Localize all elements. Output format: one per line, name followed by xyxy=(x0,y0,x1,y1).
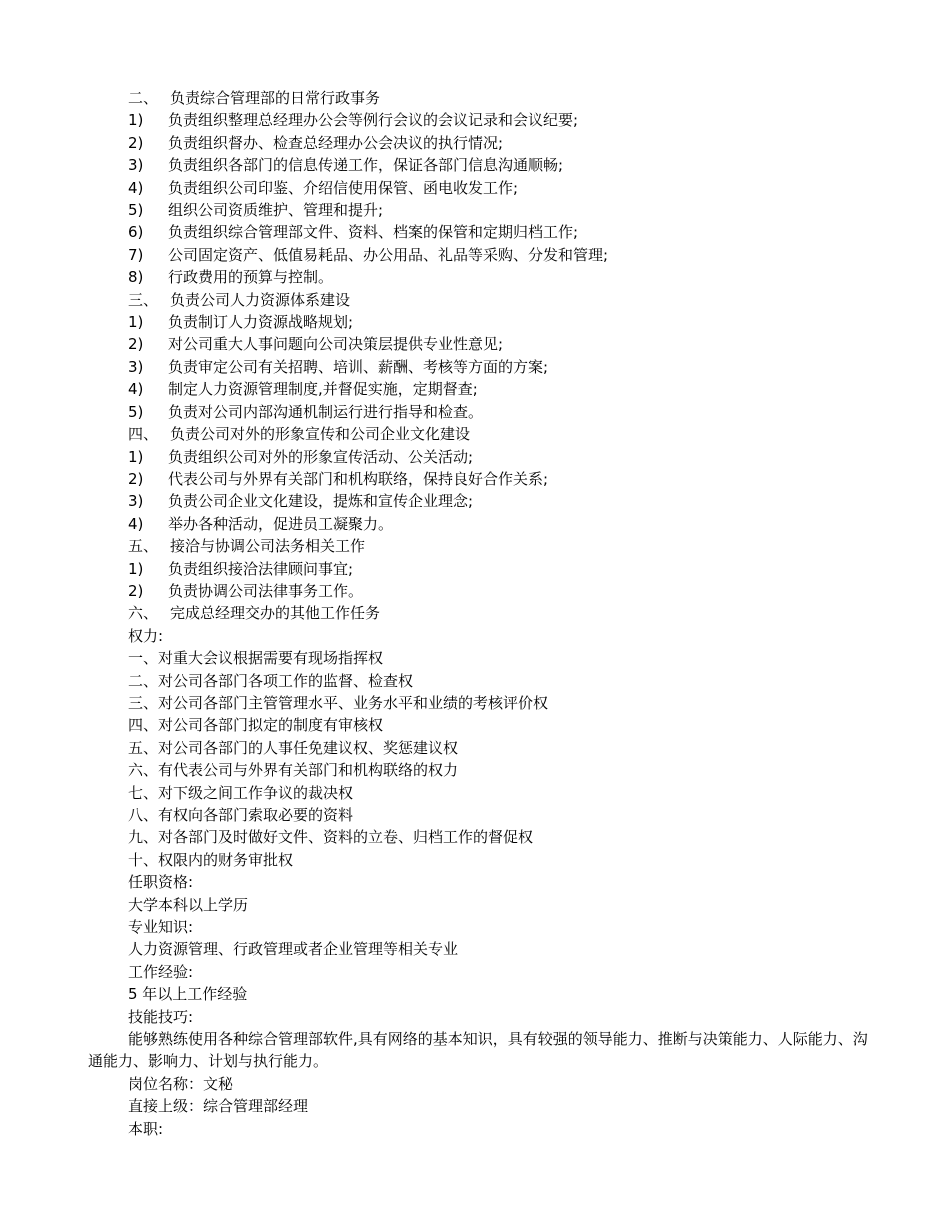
item-number: 2) xyxy=(128,335,144,354)
skills-paragraph: 能够熟练使用各种综合管理部软件,具有网络的基本知识，具有较强的领导能力、推断与决策能力、人际能力、沟通能力、影响力、计划与执行能力。 xyxy=(88,1030,868,1071)
item-number: 4) xyxy=(128,514,144,533)
list-item xyxy=(88,132,868,154)
item-text: 代表公司与外界有关部门和机构联络，保持良好合作关系; xyxy=(168,469,549,488)
list-item xyxy=(88,266,868,288)
item-number: 7) xyxy=(128,245,144,264)
section-number: 四、 xyxy=(128,425,159,444)
item-text: 负责公司企业文化建设，提炼和宣传企业理念; xyxy=(168,492,474,511)
knowledge-label: 专业知识: xyxy=(128,918,194,937)
powers-heading: 权力: xyxy=(128,626,164,645)
power-item: 十、权限内的财务审批权 xyxy=(128,850,294,869)
section-heading xyxy=(88,289,868,311)
list-item xyxy=(88,580,868,602)
power-item: 二、对公司各部门各项工作的监督、检查权 xyxy=(128,671,414,690)
item-number: 5) xyxy=(128,201,144,220)
list-item xyxy=(88,558,868,580)
skills-label: 技能技巧: xyxy=(128,1007,194,1026)
item-number: 1) xyxy=(128,447,144,466)
item-number: 3) xyxy=(128,492,144,511)
power-item: 一、对重大会议根据需要有现场指挥权 xyxy=(128,649,384,668)
power-item: 三、对公司各部门主管管理水平、业务水平和业绩的考核评价权 xyxy=(128,693,549,712)
list-item xyxy=(88,490,868,512)
list-item xyxy=(88,154,868,176)
section-number: 六、 xyxy=(128,604,159,623)
list-item xyxy=(88,244,868,266)
experience-label: 工作经验: xyxy=(128,962,194,981)
power-item: 四、对公司各部门拟定的制度有审核权 xyxy=(128,716,384,735)
item-text: 组织公司资质维护、管理和提升; xyxy=(168,201,384,220)
list-item xyxy=(88,109,868,131)
section-heading xyxy=(88,87,868,109)
item-text: 负责组织各部门的信息传递工作，保证各部门信息沟通顺畅; xyxy=(168,156,564,175)
item-number: 3) xyxy=(128,357,144,376)
document-body xyxy=(88,87,868,1140)
section-number: 五、 xyxy=(128,537,159,556)
section-title: 完成总经理交办的其他工作任务 xyxy=(170,604,381,623)
list-item xyxy=(88,333,868,355)
list-item xyxy=(88,199,868,221)
item-number: 8) xyxy=(128,268,144,287)
item-text: 负责制订人力资源战略规划; xyxy=(168,313,354,332)
list-item xyxy=(88,401,868,423)
item-number: 2) xyxy=(128,581,144,600)
power-item: 九、对各部门及时做好文件、资料的立卷、归档工作的督促权 xyxy=(128,828,534,847)
section-heading xyxy=(88,602,868,624)
power-item: 八、有权向各部门索取必要的资料 xyxy=(128,806,354,824)
section-title: 负责公司对外的形象宣传和公司企业文化建设 xyxy=(170,425,471,444)
section-title: 负责综合管理部的日常行政事务 xyxy=(170,89,381,107)
item-number: 2) xyxy=(128,133,144,152)
list-item xyxy=(88,356,868,378)
item-text: 举办各种活动，促进员工凝聚力。 xyxy=(168,514,394,533)
item-text: 制定人力资源管理制度,并督促实施，定期督查; xyxy=(168,380,478,399)
section-title: 接洽与协调公司法务相关工作 xyxy=(170,537,366,556)
item-text: 负责组织整理总经理办公会等例行会议的会议记录和会议纪要; xyxy=(168,111,579,130)
item-text: 负责对公司内部沟通机制运行进行指导和检查。 xyxy=(168,402,484,421)
power-item: 六、有代表公司与外界有关部门和机构联络的权力 xyxy=(128,761,459,780)
item-number: 3) xyxy=(128,156,144,175)
experience-text: 5 年以上工作经验 xyxy=(128,985,248,1004)
knowledge-text: 人力资源管理、行政管理或者企业管理等相关专业 xyxy=(128,940,459,959)
item-text: 负责组织公司对外的形象宣传活动、公关活动; xyxy=(168,447,474,466)
qualifications-heading: 任职资格: xyxy=(128,873,194,892)
item-number: 1) xyxy=(128,111,144,130)
item-number: 5) xyxy=(128,402,144,421)
position-name: 岗位名称：文秘 xyxy=(128,1074,234,1093)
item-number: 1) xyxy=(128,313,144,332)
item-number: 4) xyxy=(128,380,144,399)
power-item: 五、对公司各部门的人事任免建议权、奖惩建议权 xyxy=(128,738,459,757)
item-text: 负责组织公司印鉴、介绍信使用保管、函电收发工作; xyxy=(168,178,519,197)
list-item xyxy=(88,311,868,333)
item-text: 负责组织综合管理部文件、资料、档案的保管和定期归档工作; xyxy=(168,223,579,242)
education-text: 大学本科以上学历 xyxy=(128,895,249,914)
section-number: 二、 xyxy=(128,89,159,107)
list-item xyxy=(88,221,868,243)
item-text: 行政费用的预算与控制。 xyxy=(168,268,334,287)
list-item xyxy=(88,177,868,199)
item-text: 公司固定资产、低值易耗品、办公用品、礼品等采购、分发和管理; xyxy=(168,245,609,264)
list-item xyxy=(88,468,868,490)
item-text: 负责组织督办、检查总经理办公会决议的执行情况; xyxy=(168,133,504,152)
duties-label: 本职: xyxy=(128,1119,164,1138)
item-text: 负责审定公司有关招聘、培训、薪酬、考核等方面的方案; xyxy=(168,357,549,376)
list-item xyxy=(88,513,868,535)
item-text: 对公司重大人事问题向公司决策层提供专业性意见; xyxy=(168,335,504,354)
section-heading xyxy=(88,535,868,557)
item-number: 6) xyxy=(128,223,144,242)
section-number: 三、 xyxy=(128,290,159,309)
direct-superior: 直接上级：综合管理部经理 xyxy=(128,1097,309,1116)
list-item xyxy=(88,446,868,468)
power-item: 七、对下级之间工作争议的裁决权 xyxy=(128,783,354,802)
item-number: 2) xyxy=(128,469,144,488)
section-title: 负责公司人力资源体系建设 xyxy=(170,290,351,309)
item-text: 负责组织接洽法律顾问事宜; xyxy=(168,559,354,578)
item-text: 负责协调公司法律事务工作。 xyxy=(168,581,364,600)
section-heading xyxy=(88,423,868,445)
item-number: 1) xyxy=(128,559,144,578)
list-item xyxy=(88,378,868,400)
item-number: 4) xyxy=(128,178,144,197)
